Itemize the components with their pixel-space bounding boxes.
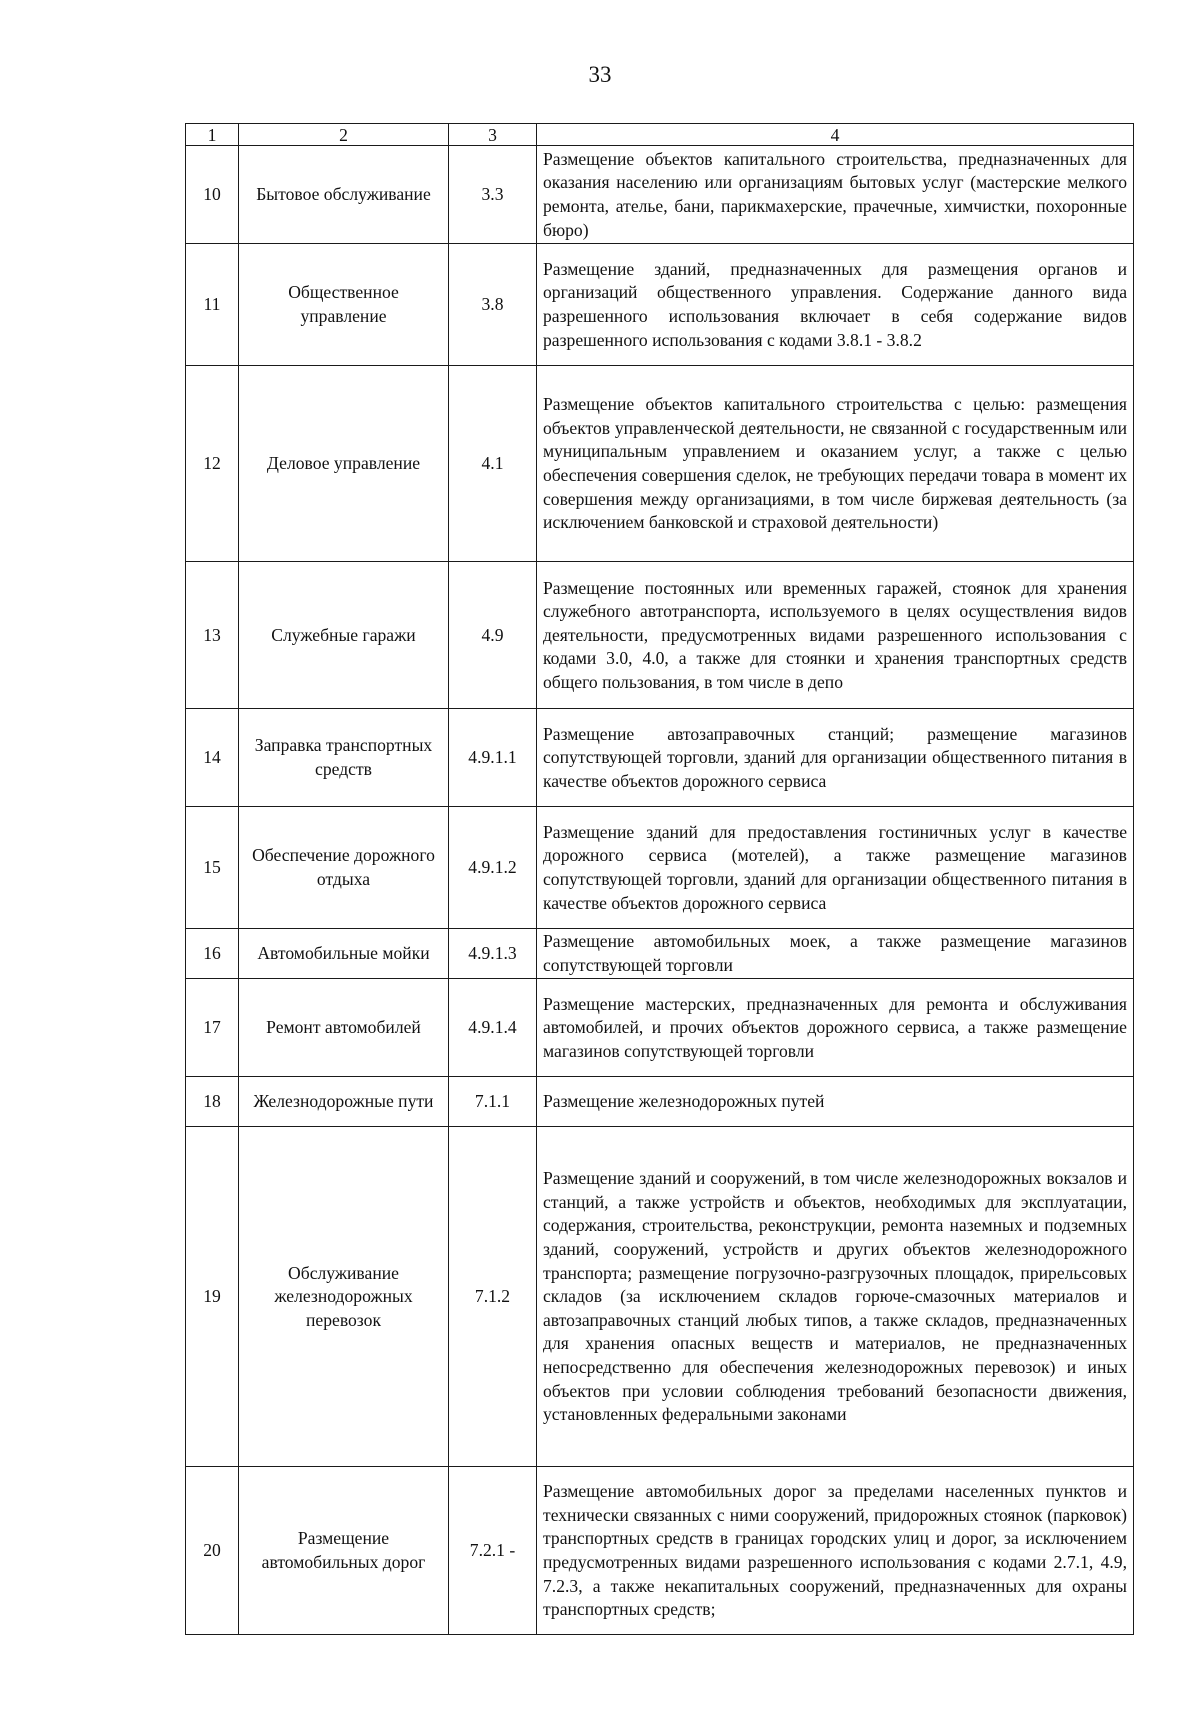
header-cell: 4 [537, 124, 1134, 146]
use-name: Размещение автомобильных дорог [239, 1467, 449, 1635]
use-name: Бытовое обслуживание [239, 146, 449, 244]
table-row [186, 1467, 1134, 1635]
row-number: 18 [186, 1077, 239, 1127]
use-name: Общественное управление [239, 244, 449, 366]
use-name: Обеспечение дорожного отдыха [239, 807, 449, 929]
table-row [186, 1127, 1134, 1467]
use-description: Размещение объектов капитального строительства с целью: размещения объектов управленческой деятельности, не связанной с государственным или муниципальным управлением и оказанием услуг, а также с целью обеспечения совершения сделок, не требующих передачи товара в момент их совершения между организациями, в том числе биржевая деятельность (за исключением банковской и страховой деятельности) [537, 366, 1134, 562]
header-cell: 2 [239, 124, 449, 146]
use-description: Размещение объектов капитального строительства, предназначенных для оказания населению или организациям бытовых услуг (мастерские мелкого ремонта, ателье, бани, парикмахерские, прачечные, химчистки, похоронные бюро) [537, 146, 1134, 244]
page-number: 33 [588, 62, 612, 87]
use-description: Размещение мастерских, предназначенных для ремонта и обслуживания автомобилей, и прочих объектов дорожного сервиса, а также размещение магазинов сопутствующей торговли [537, 979, 1134, 1077]
use-code: 4.9.1.4 [449, 979, 537, 1077]
use-code: 3.8 [449, 244, 537, 366]
use-name: Заправка транспортных средств [239, 709, 449, 807]
row-number: 10 [186, 146, 239, 244]
use-description: Размещение автомобильных моек, а также размещение магазинов сопутствующей торговли [537, 929, 1134, 979]
table-header-row [186, 124, 1134, 146]
table-row [186, 1077, 1134, 1127]
use-code: 4.1 [449, 366, 537, 562]
table-row [186, 244, 1134, 366]
row-number: 16 [186, 929, 239, 979]
use-code: 3.3 [449, 146, 537, 244]
header-cell: 1 [186, 124, 239, 146]
use-description: Размещение постоянных или временных гаражей, стоянок для хранения служебного автотранспорта, используемого в целях осуществления видов деятельности, предусмотренных видами разрешенного использования с кодами 3.0, 4.0, а также для стоянки и хранения транспортных средств общего пользования, в том числе в депо [537, 562, 1134, 709]
use-description: Размещение зданий и сооружений, в том числе железнодорожных вокзалов и станций, а также устройств и объектов, необходимых для эксплуатации, содержания, строительства, реконструкции, ремонта наземных и подземных зданий, сооружений, устройств и других объектов железнодорожного транспорта; размещение погрузочно-разгрузочных площадок, прирельсовых складов (за исключением складов горюче-смазочных материалов и автозаправочных станций любых типов, а также складов, предназначенных для хранения опасных веществ и материалов, не предназначенных непосредственно для обеспечения железнодорожных перевозок) и иных объектов при условии соблюдения требований безопасности движения, установленных федеральными законами [537, 1127, 1134, 1467]
table-row [186, 366, 1134, 562]
use-description: Размещение зданий, предназначенных для размещения органов и организаций общественного управления. Содержание данного вида разрешенного использования включает в себя содержание видов разрешенного использования с кодами 3.8.1 - 3.8.2 [537, 244, 1134, 366]
row-number: 19 [186, 1127, 239, 1467]
use-name: Обслуживание железнодорожных перевозок [239, 1127, 449, 1467]
row-number: 20 [186, 1467, 239, 1635]
use-description: Размещение автомобильных дорог за пределами населенных пунктов и технически связанных с ними сооружений, придорожных стоянок (парковок) транспортных средств в границах городских улиц и дорог, за исключением предусмотренных видами разрешенного использования с кодами 2.7.1, 4.9, 7.2.3, а также некапитальных сооружений, предназначенных для охраны транспортных средств; [537, 1467, 1134, 1635]
land-use-table [185, 123, 1134, 1635]
row-number: 15 [186, 807, 239, 929]
row-number: 13 [186, 562, 239, 709]
row-number: 14 [186, 709, 239, 807]
table-row [186, 146, 1134, 244]
use-code: 7.1.1 [449, 1077, 537, 1127]
use-code: 4.9.1.2 [449, 807, 537, 929]
use-name: Автомобильные мойки [239, 929, 449, 979]
table-row [186, 929, 1134, 979]
use-code: 7.1.2 [449, 1127, 537, 1467]
use-description: Размещение железнодорожных путей [537, 1077, 1134, 1127]
use-code: 4.9.1.1 [449, 709, 537, 807]
table-row [186, 807, 1134, 929]
table-row [186, 562, 1134, 709]
row-number: 12 [186, 366, 239, 562]
use-code: 7.2.1 - [449, 1467, 537, 1635]
use-code: 4.9 [449, 562, 537, 709]
row-number: 17 [186, 979, 239, 1077]
table-row [186, 709, 1134, 807]
table-row [186, 979, 1134, 1077]
use-name: Ремонт автомобилей [239, 979, 449, 1077]
row-number: 11 [186, 244, 239, 366]
use-description: Размещение автозаправочных станций; размещение магазинов сопутствующей торговли, зданий для организации общественного питания в качестве объектов дорожного сервиса [537, 709, 1134, 807]
header-cell: 3 [449, 124, 537, 146]
use-name: Деловое управление [239, 366, 449, 562]
use-name: Служебные гаражи [239, 562, 449, 709]
use-name: Железнодорожные пути [239, 1077, 449, 1127]
use-code: 4.9.1.3 [449, 929, 537, 979]
use-description: Размещение зданий для предоставления гостиничных услуг в качестве дорожного сервиса (мотелей), а также размещение магазинов сопутствующей торговли, зданий для организации общественного питания в качестве объектов дорожного сервиса [537, 807, 1134, 929]
